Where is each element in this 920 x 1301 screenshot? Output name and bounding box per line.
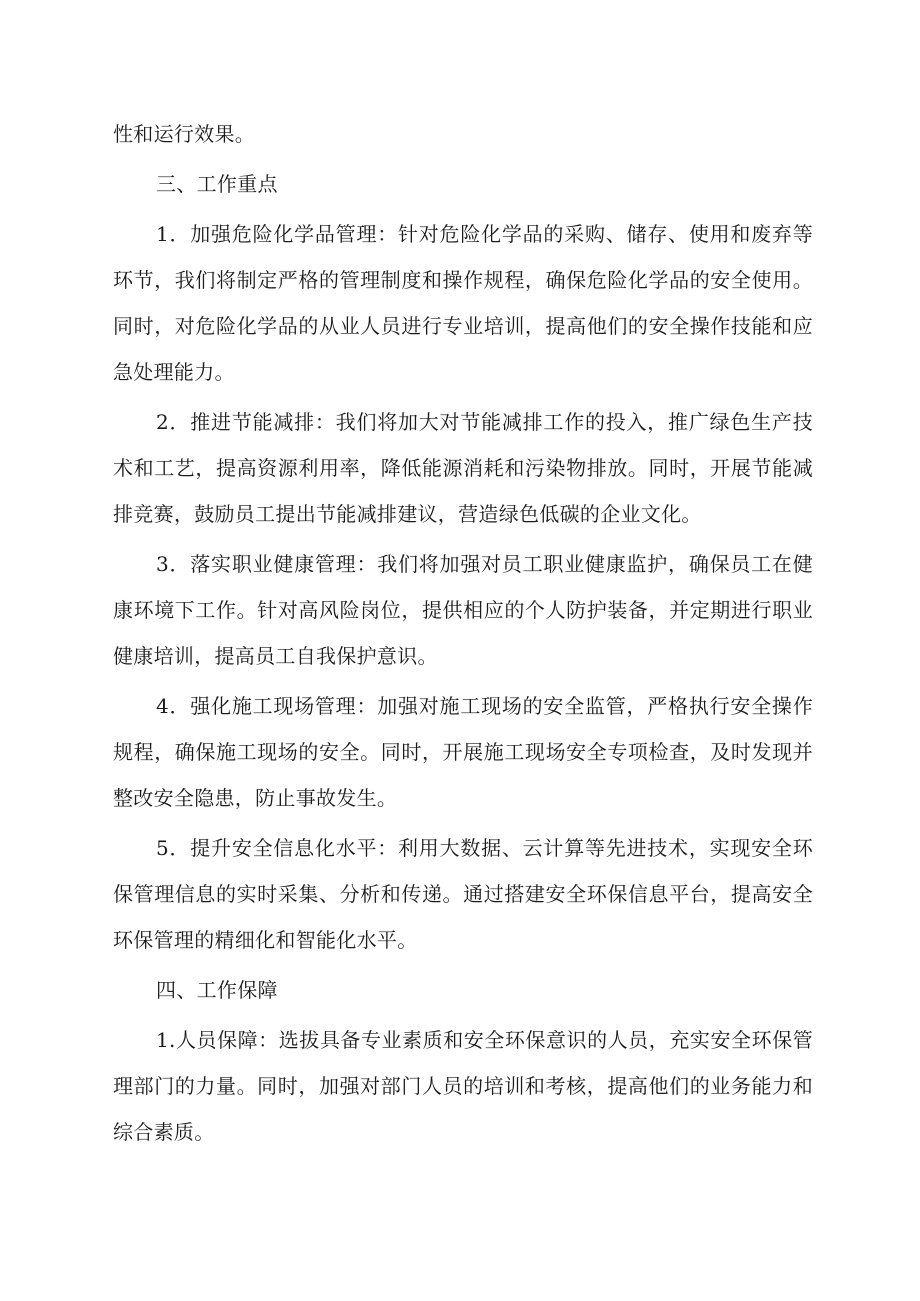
paragraph-continuation: 性和运行效果。	[113, 122, 256, 146]
paragraph-item-6: 1.人员保障：选拔具备专业素质和安全环保意识的人员，充实安全环保管理部门的力量。同时，加强对部门人员的培训和考核，提高他们的业务能力和综合素质。	[113, 1028, 813, 1144]
section-heading-3: 三、工作重点	[156, 172, 278, 196]
paragraph-item-4: 4．强化施工现场管理：加强对施工现场的安全监管，严格执行安全操作规程，确保施工现场的安全。同时，开展施工现场安全专项检查，及时发现并整改安全隐患，防止事故发生。	[113, 694, 813, 810]
paragraph-item-3: 3．落实职业健康管理：我们将加强对员工职业健康监护，确保员工在健康环境下工作。针对高风险岗位，提供相应的个人防护装备，并定期进行职业健康培训，提高员工自我保护意识。	[113, 552, 813, 668]
paragraph-item-1: 1．加强危险化学品管理：针对危险化学品的采购、储存、使用和废弃等环节，我们将制定严格的管理制度和操作规程，确保危险化学品的安全使用。同时，对危险化学品的从业人员进行专业培训，提高他们的安全操作技能和应急处理能力。	[113, 222, 813, 384]
document-body	[113, 111, 813, 1155]
section-heading-4: 四、工作保障	[156, 978, 278, 1002]
paragraph-item-5: 5．提升安全信息化水平：利用大数据、云计算等先进技术，实现安全环保管理信息的实时采集、分析和传递。通过搭建安全环保信息平台，提高安全环保管理的精细化和智能化水平。	[113, 836, 813, 952]
paragraph-item-2: 2．推进节能减排：我们将加大对节能减排工作的投入，推广绿色生产技术和工艺，提高资源利用率，降低能源消耗和污染物排放。同时，开展节能减排竞赛，鼓励员工提出节能减排建议，营造绿色低碳的企业文化。	[113, 410, 813, 526]
